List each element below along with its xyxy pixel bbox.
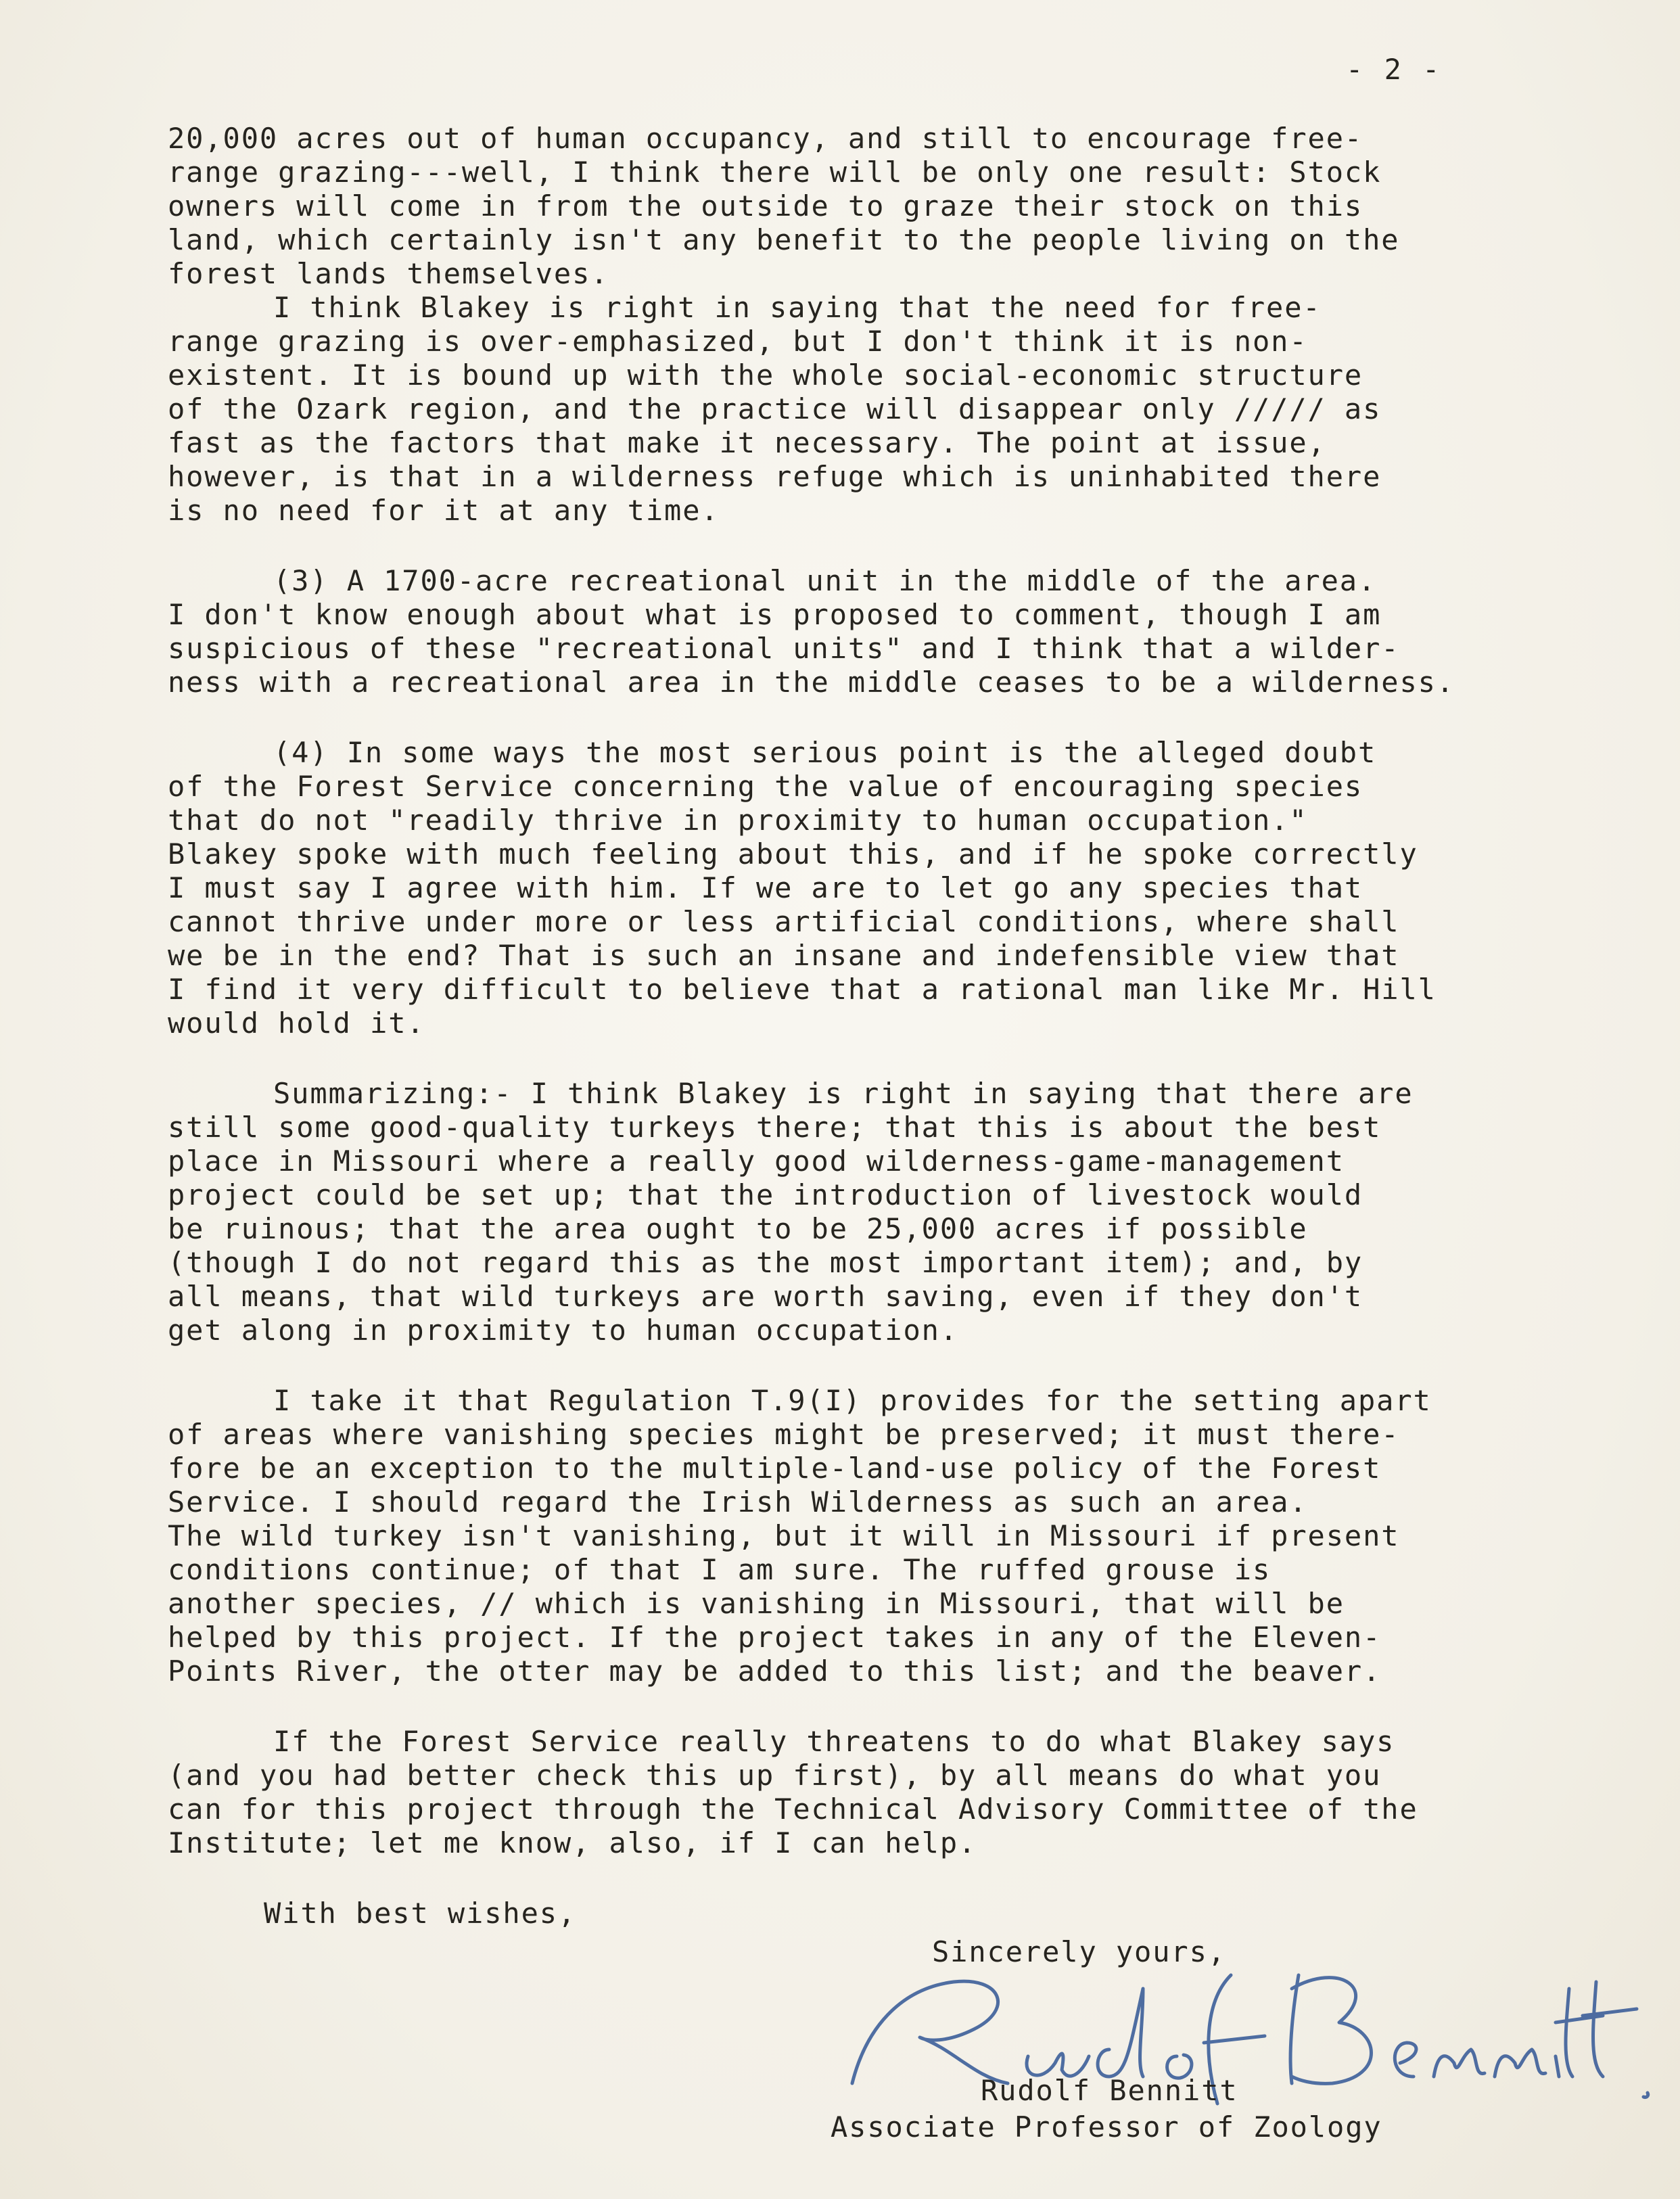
paragraph-request: If the Forest Service really threatens to do what Blakey says (and you had better check this up first), by all means do what you can for this project through the Technical Advisory Committee of the Institute; let me know, also, if I can help. xyxy=(168,1725,1418,1859)
paragraph-regulation: I take it that Regulation T.9(I) provides for the setting apart of areas where vanishing species might be preserved; it must there- fore be an exception to the multiple-land-use policy of the Forest Service. I should regard the Irish Wilderness as such an area. The wild turkey isn't vanishing, but it will in Missouri if present conditions continue; of that I am sure. The ruffed grouse is another species, // which is vanishing in Missouri, that will be helped by this project. If the project takes in any of the Eleven- Points River, the otter may be added to this list; and the beaver. xyxy=(168,1384,1432,1688)
paragraph-point-4: (4) In some ways the most serious point is the alleged doubt of the Forest Service concerning the value of encouraging species that do not "readily thrive in proximity to human occupation." Blakey spoke with much feeling about this, and if he spoke correctly I must say I agree with him. If we are to let go any species that cannot thrive under more or less artificial conditions, where shall we be in the end? That is such an insane and indefensible view that I find it very difficult to believe that a rational man like Mr. Hill would hold it. xyxy=(168,736,1437,1040)
paragraph-grazing: I think Blakey is right in saying that the need for free- range grazing is over-emphasized, but I don't think it is non- existent. It is bound up with the whole social-economic structure of the Ozark region, and the practice will disappear only ///// as fast as the factors that make it necessary. The point at issue, however, is that in a wilderness refuge which is uninhabited there is no need for it at any time. xyxy=(168,291,1382,527)
closing-line: With best wishes, xyxy=(264,1897,577,1930)
page-number: - 2 - xyxy=(1346,53,1442,86)
letter-body xyxy=(168,122,1581,1930)
complimentary-close-text: Sincerely yours, xyxy=(932,1935,1226,1968)
paragraph-summary: Summarizing:- I think Blakey is right in saying that there are still some good-quality turkeys there; that this is about the best place in Missouri where a really good wilderness-game-management project could be set up; that the introduction of livestock would be ruinous; that the area ought to be 25,000 acres if possible (though I do not regard this as the most important item); and, by all means, that wild turkeys are worth saving, even if they don't get along in proximity to human occupation. xyxy=(168,1077,1414,1347)
signer-title: Associate Professor of Zoology xyxy=(831,2110,1382,2144)
signer-name: Rudolf Bennitt xyxy=(981,2074,1238,2107)
paragraph-continuation: 20,000 acres out of human occupancy, and still to encourage free- range grazing---well, I think there will be only one result: Stock owners will come in from the outside to graze their stock on this land, which certainly isn't any benefit to the people living on the forest lands themselves. xyxy=(168,122,1400,290)
paragraph-point-3: (3) A 1700-acre recreational unit in the middle of the area. I don't know enough about what is proposed to comment, though I am suspicious of these "recreational units" and I think that a wilder- ness with a recreational area in the middle ceases to be a wilderness. xyxy=(168,564,1455,699)
handwritten-signature xyxy=(825,1948,1664,2110)
